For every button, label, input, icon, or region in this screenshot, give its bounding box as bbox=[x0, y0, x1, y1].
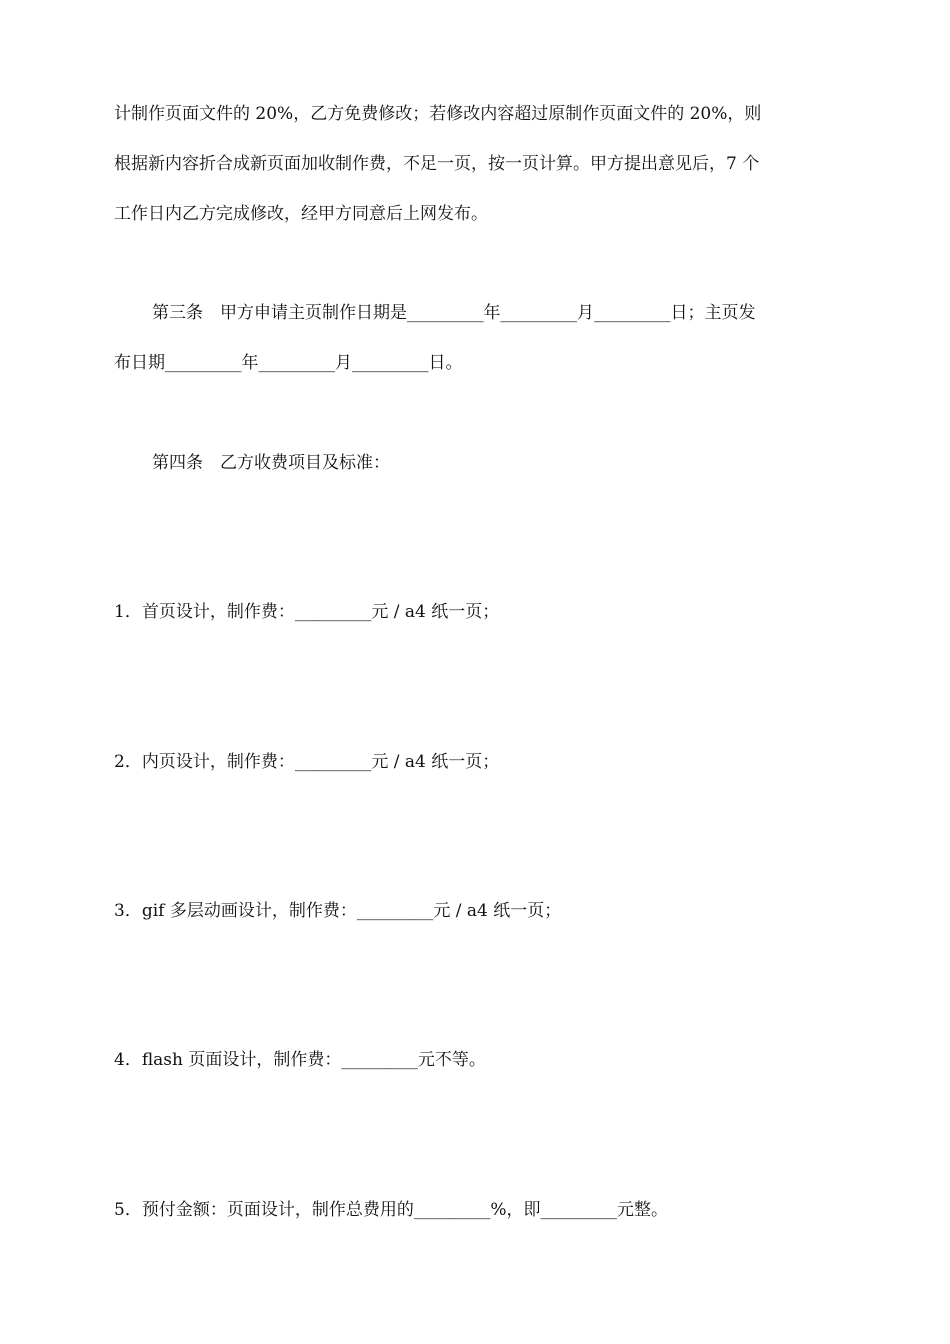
paragraph-line-3: 工作日内乙方完成修改，经甲方同意后上网发布。 bbox=[114, 204, 488, 224]
article-3-line-2: 布日期_________年_________月_________日。 bbox=[114, 353, 463, 373]
fee-item-3: 3．gif 多层动画设计，制作费：_________元 / a4 纸一页； bbox=[114, 901, 562, 921]
paragraph-line-1: 计制作页面文件的 20%，乙方免费修改；若修改内容超过原制作页面文件的 20%，则 bbox=[114, 104, 762, 124]
fee-item-2: 2．内页设计，制作费：_________元 / a4 纸一页； bbox=[114, 752, 500, 772]
fee-item-1: 1．首页设计，制作费：_________元 / a4 纸一页； bbox=[114, 602, 500, 622]
fee-item-4: 4．flash 页面设计，制作费：_________元不等。 bbox=[114, 1050, 486, 1070]
article-4-heading: 第四条 乙方收费项目及标准： bbox=[152, 453, 390, 473]
fee-item-5: 5．预付金额：页面设计，制作总费用的_________%，即_________元整。 bbox=[114, 1200, 668, 1220]
article-3-line-1: 第三条 甲方申请主页制作日期是_________年_________月_________日；主页发 bbox=[152, 303, 756, 323]
paragraph-line-2: 根据新内容折合成新页面加收制作费，不足一页，按一页计算。甲方提出意见后，7 个 bbox=[114, 154, 760, 174]
